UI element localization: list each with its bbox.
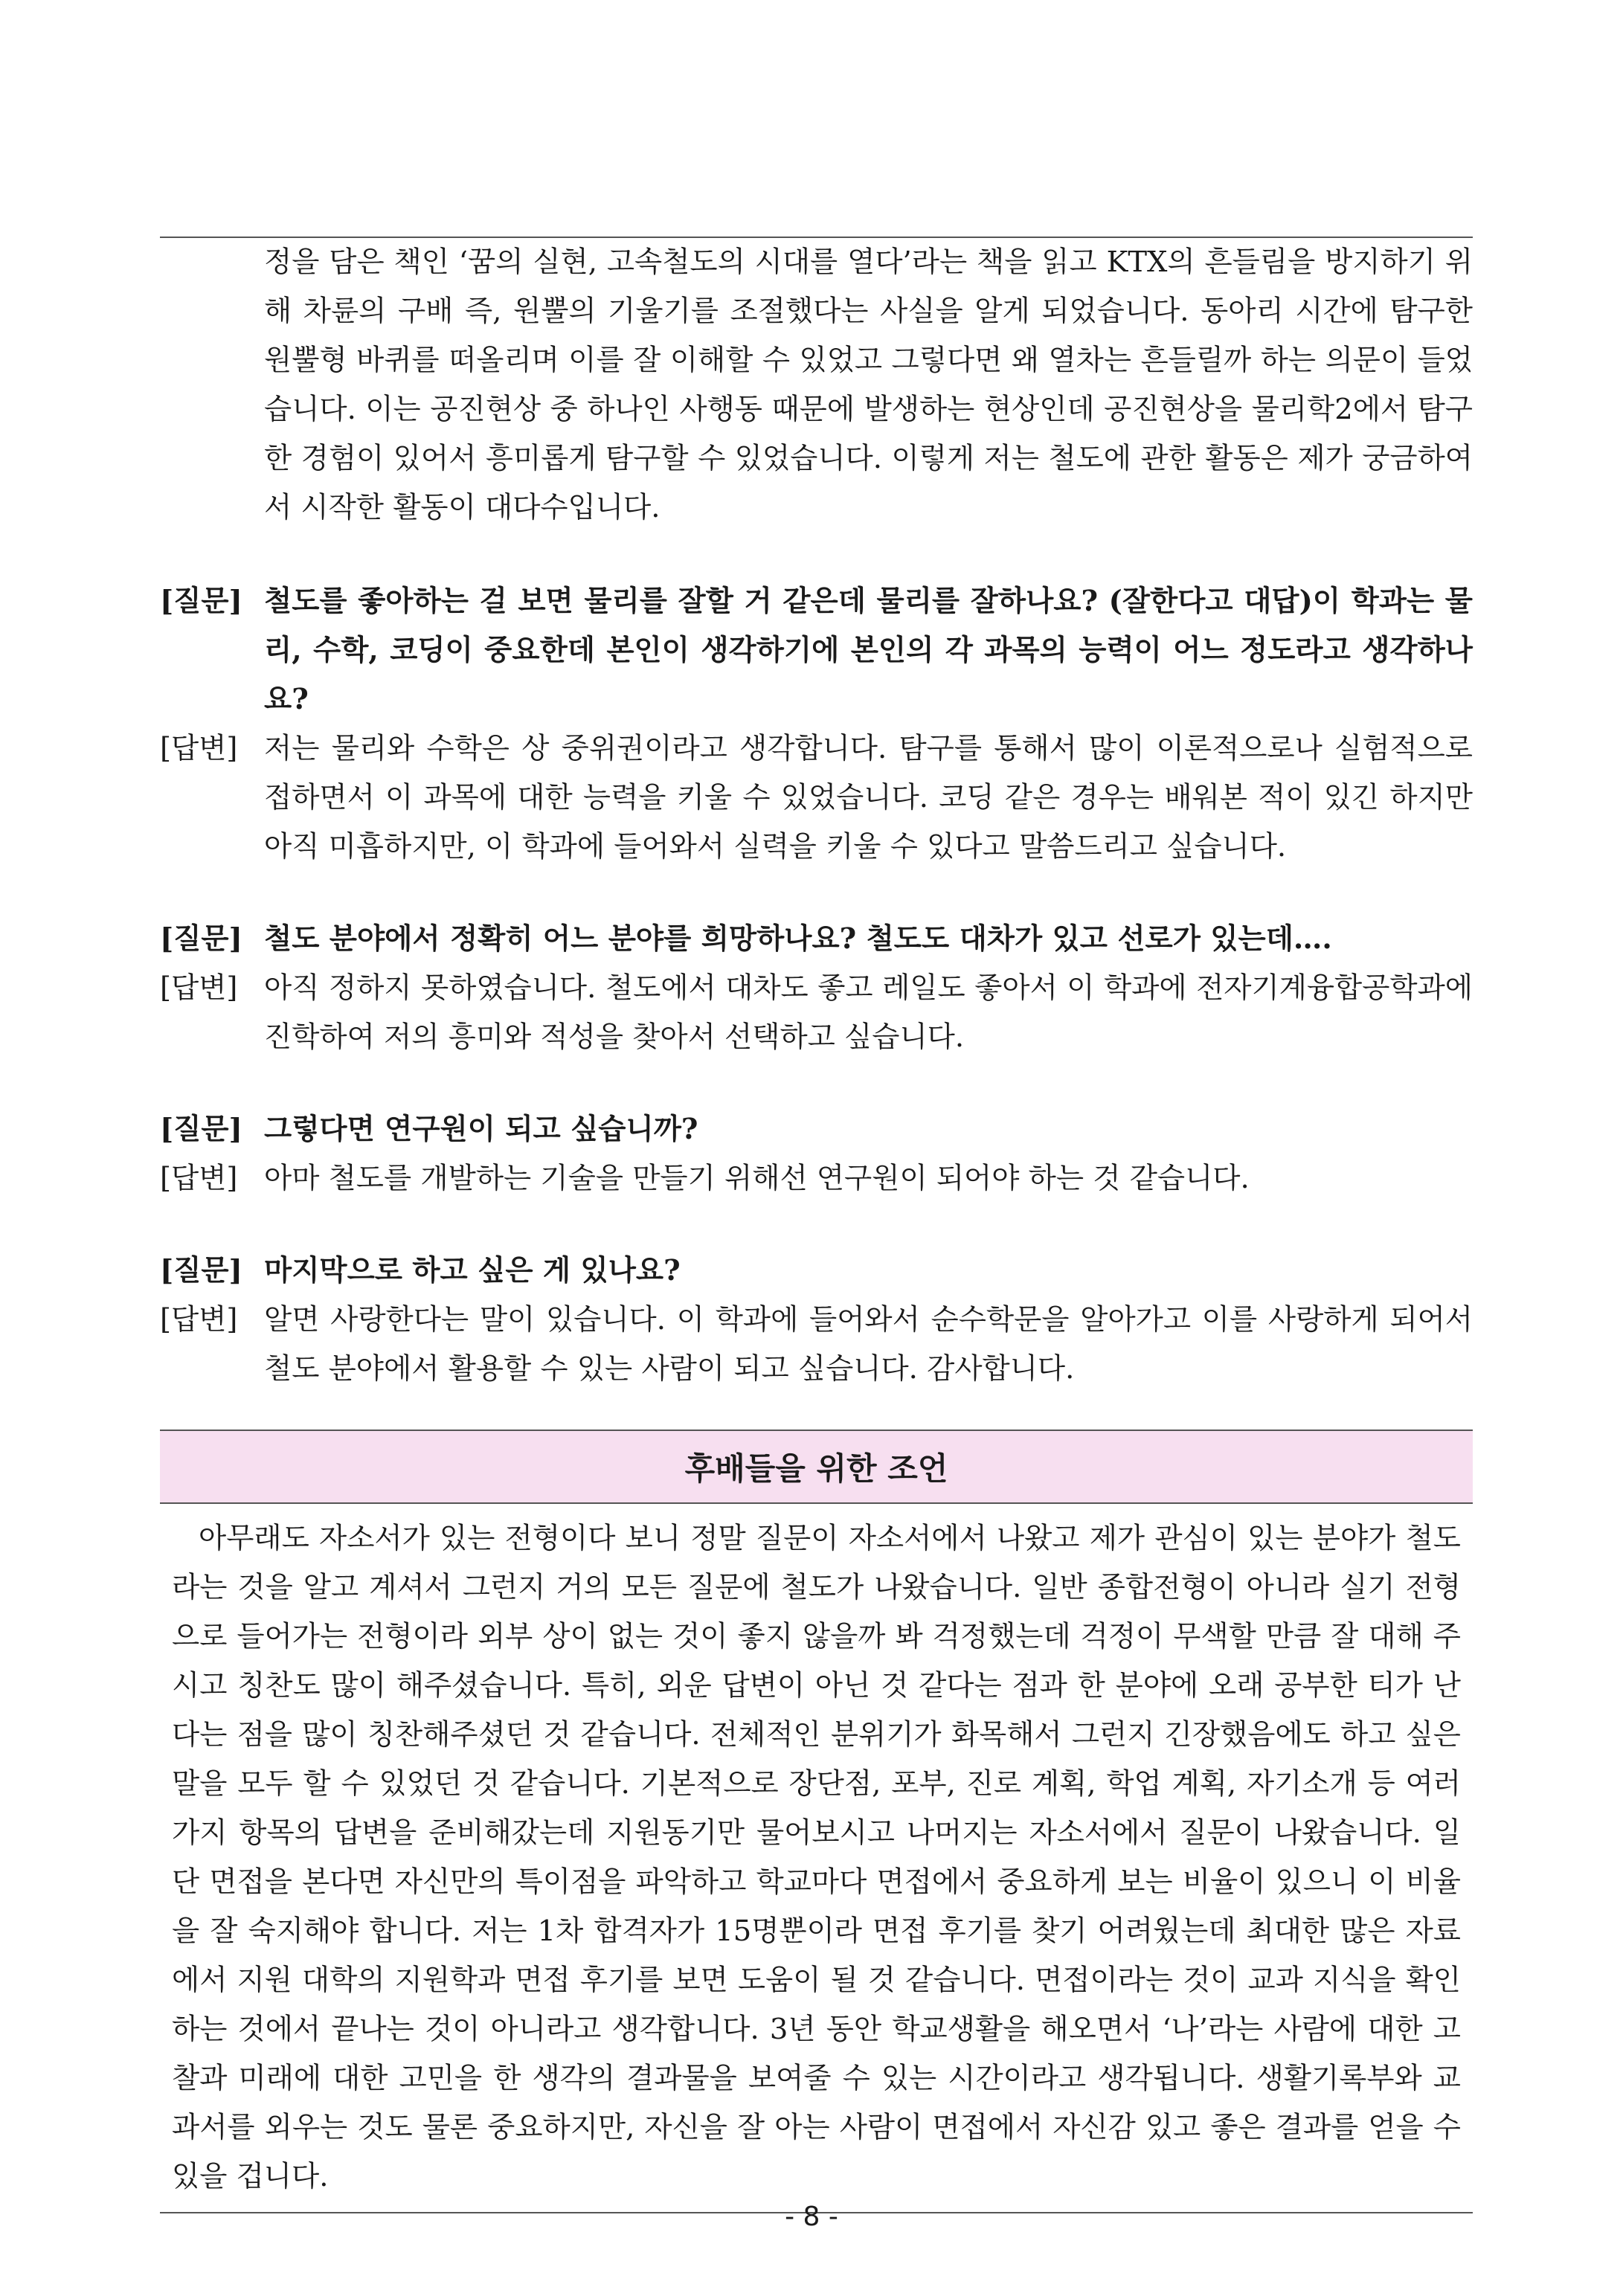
- question-block: [160, 577, 1473, 724]
- answer-block: [160, 1154, 1473, 1203]
- question-tag: [질문]: [160, 1254, 242, 1287]
- question-tag: [질문]: [160, 922, 242, 956]
- question-text: 그렇다면 연구원이 되고 싶습니까?: [264, 1113, 698, 1146]
- answer-block: [160, 964, 1473, 1062]
- answer-tag: [답변]: [160, 732, 238, 765]
- advice-section-title: 후배들을 위한 조언: [160, 1430, 1473, 1504]
- answer-tag: [답변]: [160, 1303, 238, 1337]
- intro-paragraph: 정을 담은 책인 ‘꿈의 실현, 고속철도의 시대를 열다’라는 책을 읽고 KTX의 흔들림을 방지하기 위해 차륜의 구배 즉, 원뿔의 기울기를 조절했다는 사실을 알게 되었습니다. 동아리 시간에 탐구한 원뿔형 바퀴를 떠올리며 이를 잘 이해할 수 있었고 그렇다면 왜 열차는 흔들릴까 하는 의문이 들었습니다. 이는 공진현상 중 하나인 사행동 때문에 발생하는 현상인데 공진현상을 물리학2에서 탐구한 경험이 있어서 흥미롭게 탐구할 수 있었습니다. 이렇게 저는 철도에 관한 활동은 제가 궁금하여서 시작한 활동이 대다수입니다.: [264, 245, 1473, 524]
- page-content: [160, 237, 1473, 2213]
- answer-tag: [답변]: [160, 971, 238, 1005]
- advice-section-body: 아무래도 자소서가 있는 전형이다 보니 정말 질문이 자소서에서 나왔고 제가 관심이 있는 분야가 철도라는 것을 알고 계셔서 그런지 거의 모든 질문에 철도가 나왔습니다. 일반 종합전형이 아니라 실기 전형으로 들어가는 전형이라 외부 상이 없는 것이 좋지 않을까 봐 걱정했는데 걱정이 무색할 만큼 잘 대해 주시고 칭찬도 많이 해주셨습니다. 특히, 외운 답변이 아닌 것 같다는 점과 한 분야에 오래 공부한 티가 난다는 점을 많이 칭찬해주셨던 것 같습니다. 전체적인 분위기가 화목해서 그런지 긴장했음에도 하고 싶은 말을 모두 할 수 있었던 것 같습니다. 기본적으로 장단점, 포부, 진로 계획, 학업 계획, 자기소개 등 여러 가지 항목의 답변을 준비해갔는데 지원동기만 물어보시고 나머지는 자소서에서 질문이 나왔습니다. 일단 면접을 본다면 자신만의 특이점을 파악하고 학교마다 면접에서 중요하게 보는 비율이 있으니 이 비율을 잘 숙지해야 합니다. 저는 1차 합격자가 15명뿐이라 면접 후기를 찾기 어려웠는데 최대한 많은 자료에서 지원 대학의 지원학과 면접 후기를 보면 도움이 될 것 같습니다. 면접이라는 것이 교과 지식을 확인하는 것에서 끝나는 것이 아니라고 생각합니다. 3년 동안 학교생활을 해오면서 ‘나’라는 사람에 대한 고찰과 미래에 대한 고민을 한 생각의 결과물을 보여줄 수 있는 시간이라고 생각됩니다. 생활기록부와 교과서를 외우는 것도 물론 중요하지만, 자신을 잘 아는 사람이 면접에서 자신감 있고 좋은 결과를 얻을 수 있을 겁니다.: [160, 1504, 1473, 2213]
- question-block: [160, 915, 1473, 964]
- question-block: [160, 1247, 1473, 1296]
- question-text: 철도 분야에서 정확히 어느 분야를 희망하나요? 철도도 대차가 있고 선로가 있는데….: [264, 922, 1332, 956]
- page-number: - 8 -: [785, 2202, 838, 2232]
- answer-block: [160, 724, 1473, 872]
- question-block: [160, 1105, 1473, 1154]
- question-tag: [질문]: [160, 1113, 242, 1146]
- answer-block: [160, 1296, 1473, 1394]
- answer-text: 아직 정하지 못하였습니다. 철도에서 대차도 좋고 레일도 좋아서 이 학과에 전자기계융합공학과에 진학하여 저의 흥미와 적성을 찾아서 선택하고 싶습니다.: [264, 971, 1473, 1054]
- question-text: 마지막으로 하고 싶은 게 있나요?: [264, 1254, 681, 1287]
- answer-text: 아마 철도를 개발하는 기술을 만들기 위해선 연구원이 되어야 하는 것 같습니다.: [264, 1162, 1250, 1195]
- answer-tag: [답변]: [160, 1162, 238, 1195]
- question-tag: [질문]: [160, 585, 242, 618]
- answer-text: 알면 사랑한다는 말이 있습니다. 이 학과에 들어와서 순수학문을 알아가고 이를 사랑하게 되어서 철도 분야에서 활용할 수 있는 사람이 되고 싶습니다. 감사합니다.: [264, 1303, 1473, 1386]
- answer-text: 저는 물리와 수학은 상 중위권이라고 생각합니다. 탐구를 통해서 많이 이론적으로나 실험적으로 접하면서 이 과목에 대한 능력을 키울 수 있었습니다. 코딩 같은 경우는 배워본 적이 있긴 하지만 아직 미흡하지만, 이 학과에 들어와서 실력을 키울 수 있다고 말씀드리고 싶습니다.: [264, 732, 1473, 864]
- question-text: 철도를 좋아하는 걸 보면 물리를 잘할 거 같은데 물리를 잘하나요? (잘한다고 대답)이 학과는 물리, 수학, 코딩이 중요한데 본인이 생각하기에 본인의 각 과목의 능력이 어느 정도라고 생각하나요?: [264, 585, 1473, 716]
